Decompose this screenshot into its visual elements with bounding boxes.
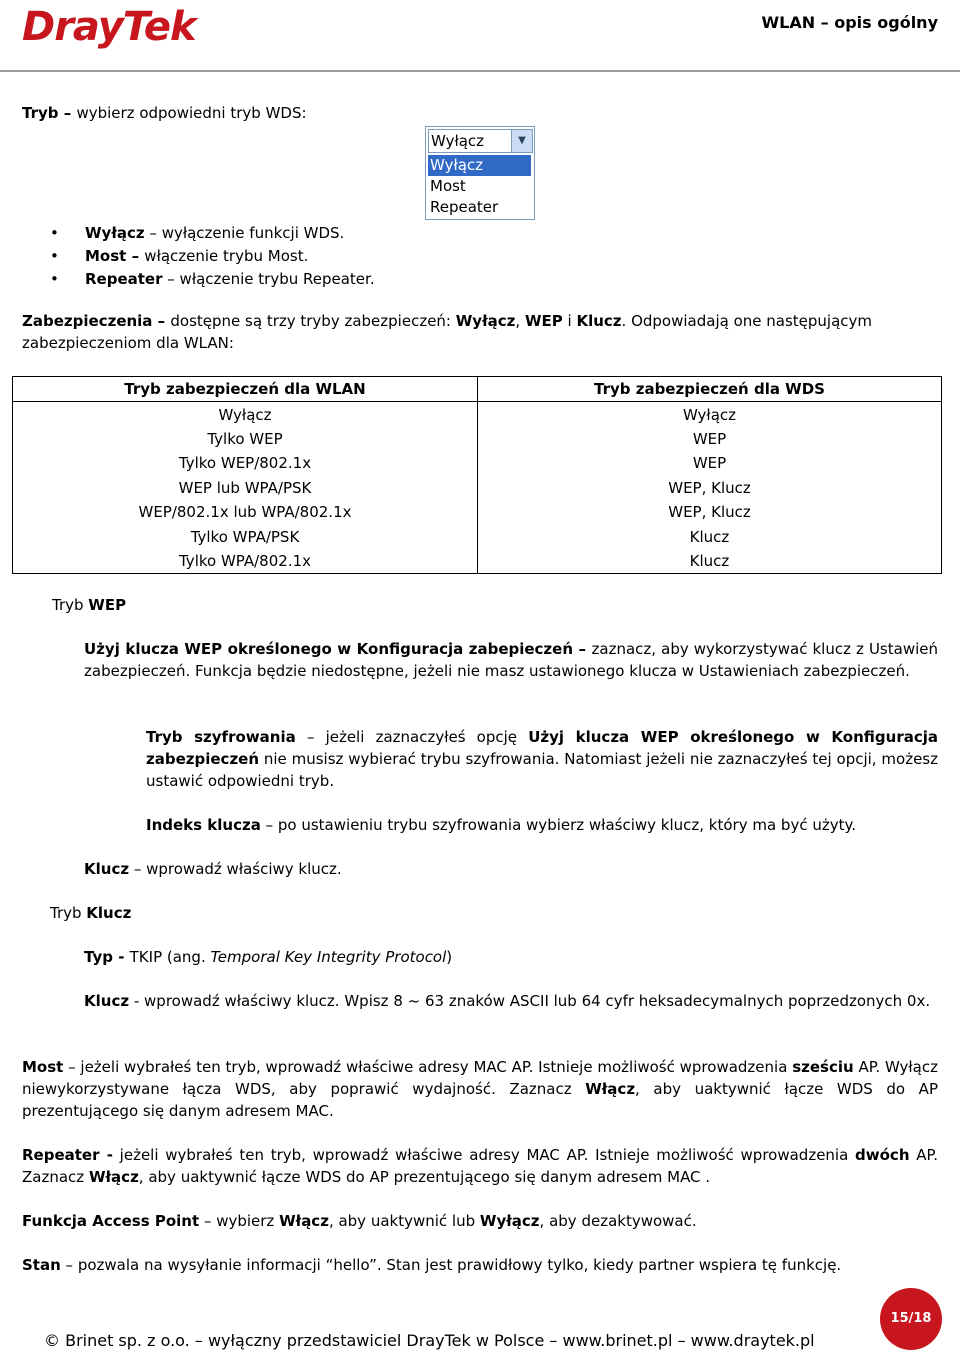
access-point-paragraph bbox=[22, 1210, 938, 1232]
text: , aby uaktywnić łącze WDS do AP prezentującego się danym adresem MAC. bbox=[22, 1080, 938, 1120]
security-mode-table bbox=[12, 376, 942, 574]
term: Repeater - bbox=[22, 1146, 113, 1164]
tryb-label: Tryb bbox=[22, 104, 59, 122]
term: Wyłącz bbox=[479, 1212, 540, 1230]
column-header: Tryb zabezpieczeń dla WLAN bbox=[13, 377, 478, 402]
table-cell: Klucz bbox=[478, 549, 942, 574]
dash: – bbox=[260, 816, 278, 834]
bullet-term: Wyłącz bbox=[85, 224, 145, 242]
chevron-down-icon[interactable]: ▼ bbox=[511, 130, 532, 152]
italic-text: Temporal Key Integrity Protocol bbox=[210, 948, 447, 966]
term: Włącz bbox=[279, 1212, 329, 1230]
dash: – bbox=[126, 247, 145, 265]
option-repeater[interactable]: Repeater bbox=[430, 198, 499, 216]
term: Wyłącz bbox=[455, 312, 516, 330]
table-cell: Tylko WEP bbox=[13, 427, 478, 451]
dash: – bbox=[129, 860, 147, 878]
table-cell: WEP/802.1x lub WPA/802.1x bbox=[13, 500, 478, 524]
dash: – bbox=[58, 104, 77, 122]
table-header-row bbox=[13, 377, 942, 402]
term: Typ bbox=[84, 948, 113, 966]
bullet-text: wyłączenie funkcji WDS. bbox=[161, 224, 345, 242]
text: i bbox=[562, 312, 577, 330]
term: WEP bbox=[524, 312, 563, 330]
text: jeżeli zaznaczyłeś opcję bbox=[325, 728, 529, 746]
dash: - bbox=[129, 992, 145, 1010]
term: Tryb szyfrowania bbox=[146, 728, 296, 746]
text: jeżeli wybrałeś ten tryb, wprowadź właściwe adresy MAC AP. Istnieje możliwość wprowadzenia bbox=[112, 1146, 856, 1164]
text: , aby uaktywnić łącze WDS do AP prezentującego się danym adresem MAC . bbox=[138, 1168, 711, 1186]
header-divider bbox=[0, 70, 960, 72]
term: Klucz bbox=[84, 992, 130, 1010]
text: , aby dezaktywować. bbox=[539, 1212, 697, 1230]
table-cell: WEP bbox=[478, 427, 942, 451]
term: Klucz bbox=[576, 312, 622, 330]
bullet-text: włączenie trybu Repeater. bbox=[179, 270, 375, 288]
text: AP. Wyłącz niewykorzystywane łącza WDS, aby poprawić wydajność. Zaznacz bbox=[22, 1058, 938, 1098]
term: Zabezpieczenia bbox=[22, 312, 153, 330]
text: po ustawieniu trybu szyfrowania wybierz właściwy klucz, który ma być użyty. bbox=[277, 816, 856, 834]
footer-text: © Brinet sp. z o.o. – wyłączny przedstawiciel DrayTek w Polsce – www.brinet.pl – www.draytek.pl bbox=[44, 1331, 815, 1350]
repeater-paragraph bbox=[22, 1144, 938, 1188]
draytek-logo: DrayTek bbox=[22, 4, 196, 50]
text: wybierz bbox=[216, 1212, 280, 1230]
term: Klucz bbox=[84, 860, 130, 878]
table-cell: WEP bbox=[478, 451, 942, 475]
term: Klucz bbox=[86, 904, 132, 922]
text: dostępne są trzy tryby zabezpieczeń: bbox=[170, 312, 456, 330]
text: wprowadź właściwy klucz. bbox=[146, 860, 342, 878]
text: Tryb bbox=[52, 596, 89, 614]
table-cell: Tylko WEP/802.1x bbox=[13, 451, 478, 475]
wds-mode-select[interactable] bbox=[428, 129, 533, 153]
dash: - bbox=[112, 948, 130, 966]
term: Funkcja Access Point bbox=[22, 1212, 200, 1230]
tryb-intro bbox=[22, 102, 938, 124]
table-row bbox=[13, 500, 942, 524]
term: dwóch bbox=[855, 1146, 910, 1164]
table-cell: Klucz bbox=[478, 524, 942, 548]
term: WEP bbox=[88, 596, 127, 614]
bullet-term: Most bbox=[85, 247, 127, 265]
text: jeżeli wybrałeś ten tryb, wprowadź właściwe adresy MAC AP. Istnieje możliwość wprowadzenia bbox=[80, 1058, 793, 1076]
table-cell: Tylko WPA/802.1x bbox=[13, 549, 478, 574]
wds-mode-dropdown[interactable] bbox=[425, 126, 535, 220]
text: AP. Zaznacz bbox=[22, 1146, 938, 1186]
dash: – bbox=[144, 224, 162, 242]
table-cell: WEP, Klucz bbox=[478, 476, 942, 500]
indeks-klucza-paragraph bbox=[146, 814, 938, 836]
klucz-format-paragraph bbox=[84, 990, 938, 1012]
term: Stan bbox=[22, 1256, 61, 1274]
text: zaznacz, aby wykorzystywać klucz z Ustawień zabezpieczeń. Funkcja będzie niedostępne, jeżeli nie masz ustawionego klucza w Ustawieniach zabezpieczeń. bbox=[84, 640, 938, 680]
list-item bbox=[50, 222, 375, 245]
stan-paragraph bbox=[22, 1254, 938, 1276]
table-cell: WEP, Klucz bbox=[478, 500, 942, 524]
uzyj-klucza-paragraph bbox=[84, 638, 938, 682]
typ-paragraph bbox=[84, 946, 938, 968]
table-row bbox=[13, 476, 942, 500]
dash: – bbox=[573, 640, 592, 658]
tryb-text: wybierz odpowiedni tryb WDS: bbox=[76, 104, 307, 122]
text: Tryb bbox=[50, 904, 87, 922]
page-number-badge: 15/18 bbox=[880, 1288, 942, 1350]
table-row bbox=[13, 427, 942, 451]
page-title: WLAN – opis ogólny bbox=[761, 13, 938, 32]
list-item bbox=[50, 268, 375, 291]
option-wylacz[interactable]: Wyłącz bbox=[428, 155, 531, 176]
table-row bbox=[13, 402, 942, 427]
table-cell: Wyłącz bbox=[13, 402, 478, 427]
term: Włącz bbox=[585, 1080, 636, 1098]
wds-mode-list bbox=[50, 222, 375, 291]
text: , bbox=[515, 312, 525, 330]
term: sześciu bbox=[792, 1058, 854, 1076]
tryb-klucz-heading bbox=[50, 902, 131, 924]
table-cell: Wyłącz bbox=[478, 402, 942, 427]
term: Użyj klucza WEP określonego w Konfiguracja zabezpieczeń bbox=[146, 728, 938, 768]
text: , aby uaktywnić lub bbox=[328, 1212, 480, 1230]
bullet-text: włączenie trybu Most. bbox=[144, 247, 309, 265]
text: ) bbox=[446, 948, 453, 966]
table-cell: Tylko WPA/PSK bbox=[13, 524, 478, 548]
table-row bbox=[13, 451, 942, 475]
bullet-term: Repeater bbox=[85, 270, 163, 288]
dash: – bbox=[60, 1256, 78, 1274]
term: Most bbox=[22, 1058, 64, 1076]
dash: – bbox=[152, 312, 171, 330]
zabezpieczenia-paragraph bbox=[22, 310, 938, 354]
list-item bbox=[50, 245, 375, 268]
text: nie musisz wybierać trybu szyfrowania. Natomiast jeżeli nie zaznaczyłeś tej opcji, możesz ustawić odpowiedni tryb. bbox=[146, 750, 938, 790]
text: wprowadź właściwy klucz. Wpisz 8 ~ 63 znaków ASCII lub 64 cyfr heksadecymalnych poprzedzonych 0x. bbox=[144, 992, 931, 1010]
most-paragraph bbox=[22, 1056, 938, 1122]
dash: – bbox=[199, 1212, 217, 1230]
term: Włącz bbox=[88, 1168, 139, 1186]
selected-value: Wyłącz bbox=[431, 132, 485, 150]
dash: – bbox=[63, 1058, 81, 1076]
klucz-paragraph bbox=[84, 858, 938, 880]
dash: – bbox=[162, 270, 180, 288]
tryb-wep-heading bbox=[52, 594, 126, 616]
text: pozwala na wysyłanie informacji “hello”. Stan jest prawidłowy tylko, kiedy partner wspiera tę funkcję. bbox=[77, 1256, 842, 1274]
tryb-szyfrowania-paragraph bbox=[146, 726, 938, 792]
text: TKIP (ang. bbox=[129, 948, 211, 966]
term: Użyj klucza WEP określonego w Konfiguracja zabepieczeń bbox=[84, 640, 574, 658]
option-most[interactable]: Most bbox=[430, 177, 466, 195]
dash: – bbox=[295, 728, 326, 746]
column-header: Tryb zabezpieczeń dla WDS bbox=[478, 377, 942, 402]
table-row bbox=[13, 524, 942, 548]
term: Indeks klucza bbox=[146, 816, 261, 834]
text: . Odpowiadają one następującym zabezpieczeniom dla WLAN: bbox=[22, 312, 873, 352]
table-row bbox=[13, 549, 942, 574]
table-cell: WEP lub WPA/PSK bbox=[13, 476, 478, 500]
